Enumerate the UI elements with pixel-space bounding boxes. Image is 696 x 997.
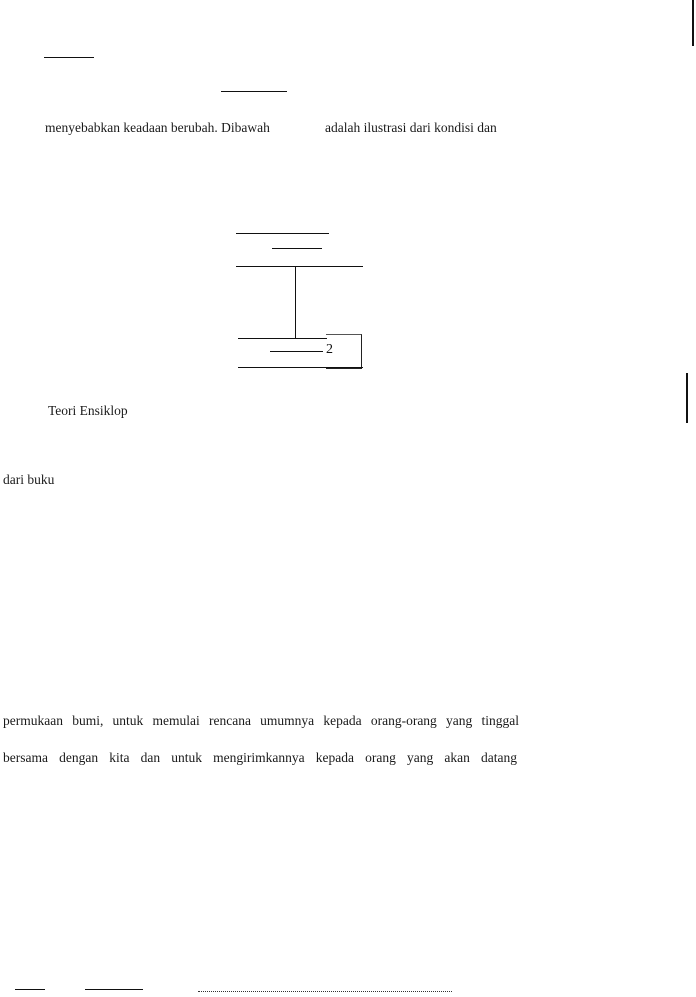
paragraph-2-line-1: permukaan bumi, untuk memulai rencana umumnya kepada orang-orang yang tinggal (3, 713, 519, 728)
diagram-upper-bar (236, 266, 363, 267)
diagram-label: 2 (326, 342, 333, 357)
diagram-top-line (236, 233, 329, 234)
margin-mark-middle (686, 373, 688, 423)
term-underline (221, 91, 287, 92)
paragraph-1-line-left: menyebabkan keadaan berubah. Dibawah (45, 120, 270, 135)
footer-rule-mid (85, 989, 143, 990)
heading-underline (44, 57, 94, 58)
paragraph-2-line-2: bersama dengan kita dan untuk mengirimkannya kepada orang yang akan datang (3, 750, 517, 765)
margin-mark-top (692, 0, 694, 46)
footer-dotted-line (198, 991, 452, 992)
diagram-bottom-line (238, 367, 363, 368)
paragraph-1-line-right: adalah ilustrasi dari kondisi dan (325, 120, 497, 135)
source-fragment: dari buku (3, 472, 55, 487)
diagram-connector (295, 266, 296, 338)
diagram-lower-bar (238, 338, 327, 339)
footer-rule-left (15, 989, 45, 990)
diagram-title-underline (272, 248, 322, 249)
citation-text: Teori Ensiklop (48, 403, 128, 418)
diagram-label-line (270, 351, 323, 352)
